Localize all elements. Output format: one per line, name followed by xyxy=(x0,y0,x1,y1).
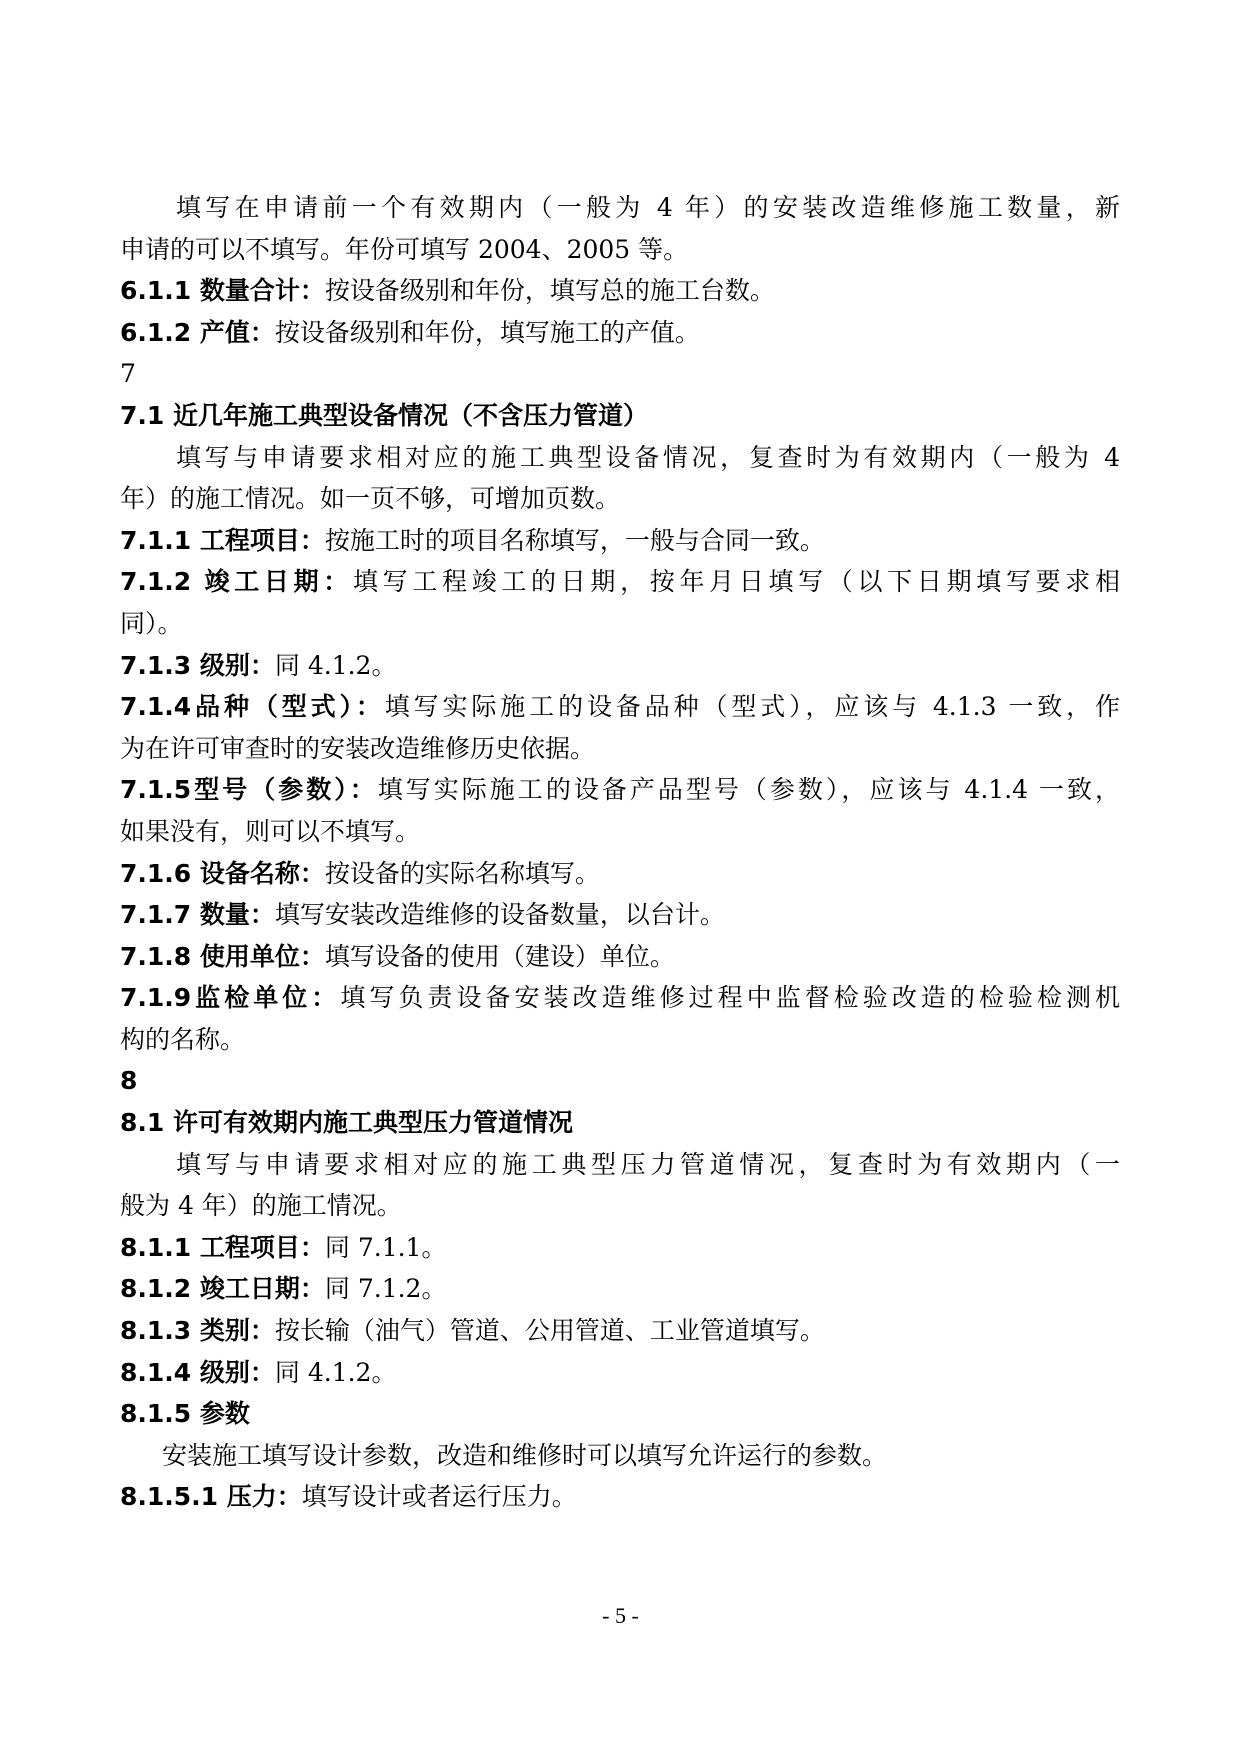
item-7-1-5-label: 7.1.5型号（参数）： xyxy=(120,775,378,805)
item-8-1-4 xyxy=(120,1352,1120,1394)
heading-8-1: 8.1 许可有效期内施工典型压力管道情况 xyxy=(120,1108,573,1138)
item-7-1-1 xyxy=(120,520,1120,562)
paragraph-8-1-5: 安装施工填写设计参数，改造和维修时可以填写允许运行的参数。 xyxy=(162,1440,888,1470)
heading-7-1: 7.1 近几年施工典型设备情况（不含压力管道） xyxy=(120,400,648,430)
item-7-1-4-continuation: 为在许可审查时的安装改造维修历史依据。 xyxy=(120,733,596,763)
item-7-1-5-text: 填写实际施工的设备产品型号（参数），应该与 4.1.4 一致， xyxy=(377,775,1120,805)
page-body xyxy=(120,187,1120,1518)
item-7-1-8 xyxy=(120,936,1120,978)
item-7-1-2 xyxy=(120,561,1120,603)
item-7-1-9-text: 填写负责设备安装改造维修过程中监督检验改造的检验检测机 xyxy=(340,983,1120,1013)
item-7-1-8-label: 7.1.8 使用单位： xyxy=(120,941,325,971)
item-7-1-9-continuation: 构的名称。 xyxy=(120,1024,246,1054)
item-8-1-3 xyxy=(120,1310,1120,1352)
item-8-1-2-text: 同 7.1.2。 xyxy=(324,1274,447,1304)
item-6-1-2 xyxy=(120,312,1120,354)
item-8-1-3-text: 按长输（油气）管道、公用管道、工业管道填写。 xyxy=(274,1316,825,1346)
item-6-1-1 xyxy=(120,270,1120,312)
item-7-1-8-text: 填写设备的使用（建设）单位。 xyxy=(324,941,675,971)
item-8-1-5-1 xyxy=(120,1476,1120,1518)
item-8-1-1-label: 8.1.1 工程项目： xyxy=(120,1232,325,1262)
item-6-1-1-text: 按设备级别和年份，填写总的施工台数。 xyxy=(324,276,775,306)
item-7-1-2-continuation: 同）。 xyxy=(120,608,183,638)
paragraph-8-1-line-2: 般为 4 年）的施工情况。 xyxy=(120,1191,402,1221)
section-7-number: 7 xyxy=(120,359,136,389)
paragraph-intro-line-2: 申请的可以不填写。年份可填写 2004、2005 等。 xyxy=(120,234,689,264)
paragraph-7-1-line-1: 填写与申请要求相对应的施工典型设备情况，复查时为有效期内（一般为 4 xyxy=(176,442,1120,472)
item-7-1-4-label: 7.1.4品种（型式）： xyxy=(120,692,385,722)
item-7-1-6-label: 7.1.6 设备名称： xyxy=(120,858,325,888)
item-7-1-5 xyxy=(120,769,1120,811)
item-8-1-5-1-label: 8.1.5.1 压力： xyxy=(120,1482,302,1512)
item-8-1-2 xyxy=(120,1268,1120,1310)
item-7-1-7 xyxy=(120,894,1120,936)
item-6-1-1-label: 6.1.1 数量合计： xyxy=(120,276,325,306)
item-7-1-4 xyxy=(120,686,1120,728)
item-6-1-2-text: 按设备级别和年份，填写施工的产值。 xyxy=(274,317,700,347)
item-8-1-4-text: 同 4.1.2。 xyxy=(274,1357,397,1387)
item-8-1-5-1-text: 填写设计或者运行压力。 xyxy=(301,1482,577,1512)
item-7-1-1-label: 7.1.1 工程项目： xyxy=(120,525,325,555)
heading-8-1-5: 8.1.5 参数 xyxy=(120,1399,250,1429)
item-7-1-3-label: 7.1.3 级别： xyxy=(120,650,275,680)
item-8-1-2-label: 8.1.2 竣工日期： xyxy=(120,1274,325,1304)
item-6-1-2-label: 6.1.2 产值： xyxy=(120,317,275,347)
item-8-1-1-text: 同 7.1.1。 xyxy=(324,1232,447,1262)
page-number: - 5 - xyxy=(602,1603,639,1628)
item-7-1-3 xyxy=(120,645,1120,687)
paragraph-intro-line-1: 填写在申请前一个有效期内（一般为 4 年）的安装改造维修施工数量，新 xyxy=(176,193,1120,222)
item-7-1-7-text: 填写安装改造维修的设备数量，以台计。 xyxy=(274,900,725,930)
item-7-1-2-label: 7.1.2 竣工日期： xyxy=(120,567,353,597)
paragraph-7-1-line-2: 年）的施工情况。如一页不够，可增加页数。 xyxy=(120,484,621,514)
item-8-1-3-label: 8.1.3 类别： xyxy=(120,1316,275,1346)
item-7-1-1-text: 按施工时的项目名称填写，一般与合同一致。 xyxy=(324,525,825,555)
item-7-1-6 xyxy=(120,853,1120,895)
paragraph-8-1-line-1: 填写与申请要求相对应的施工典型压力管道情况，复查时为有效期内（一 xyxy=(176,1149,1120,1179)
item-8-1-1 xyxy=(120,1227,1120,1269)
item-7-1-6-text: 按设备的实际名称填写。 xyxy=(324,858,600,888)
item-7-1-3-text: 同 4.1.2。 xyxy=(274,650,397,680)
item-8-1-4-label: 8.1.4 级别： xyxy=(120,1357,275,1387)
item-7-1-5-continuation: 如果没有，则可以不填写。 xyxy=(120,816,421,846)
item-7-1-9-label: 7.1.9监检单位： xyxy=(120,983,341,1013)
item-7-1-4-text: 填写实际施工的设备品种（型式），应该与 4.1.3 一致，作 xyxy=(384,692,1120,722)
item-7-1-2-text: 填写工程竣工的日期，按年月日填写（以下日期填写要求相 xyxy=(352,567,1120,597)
item-7-1-7-label: 7.1.7 数量： xyxy=(120,900,275,930)
section-8-number: 8 xyxy=(120,1066,138,1096)
item-7-1-9 xyxy=(120,977,1120,1019)
